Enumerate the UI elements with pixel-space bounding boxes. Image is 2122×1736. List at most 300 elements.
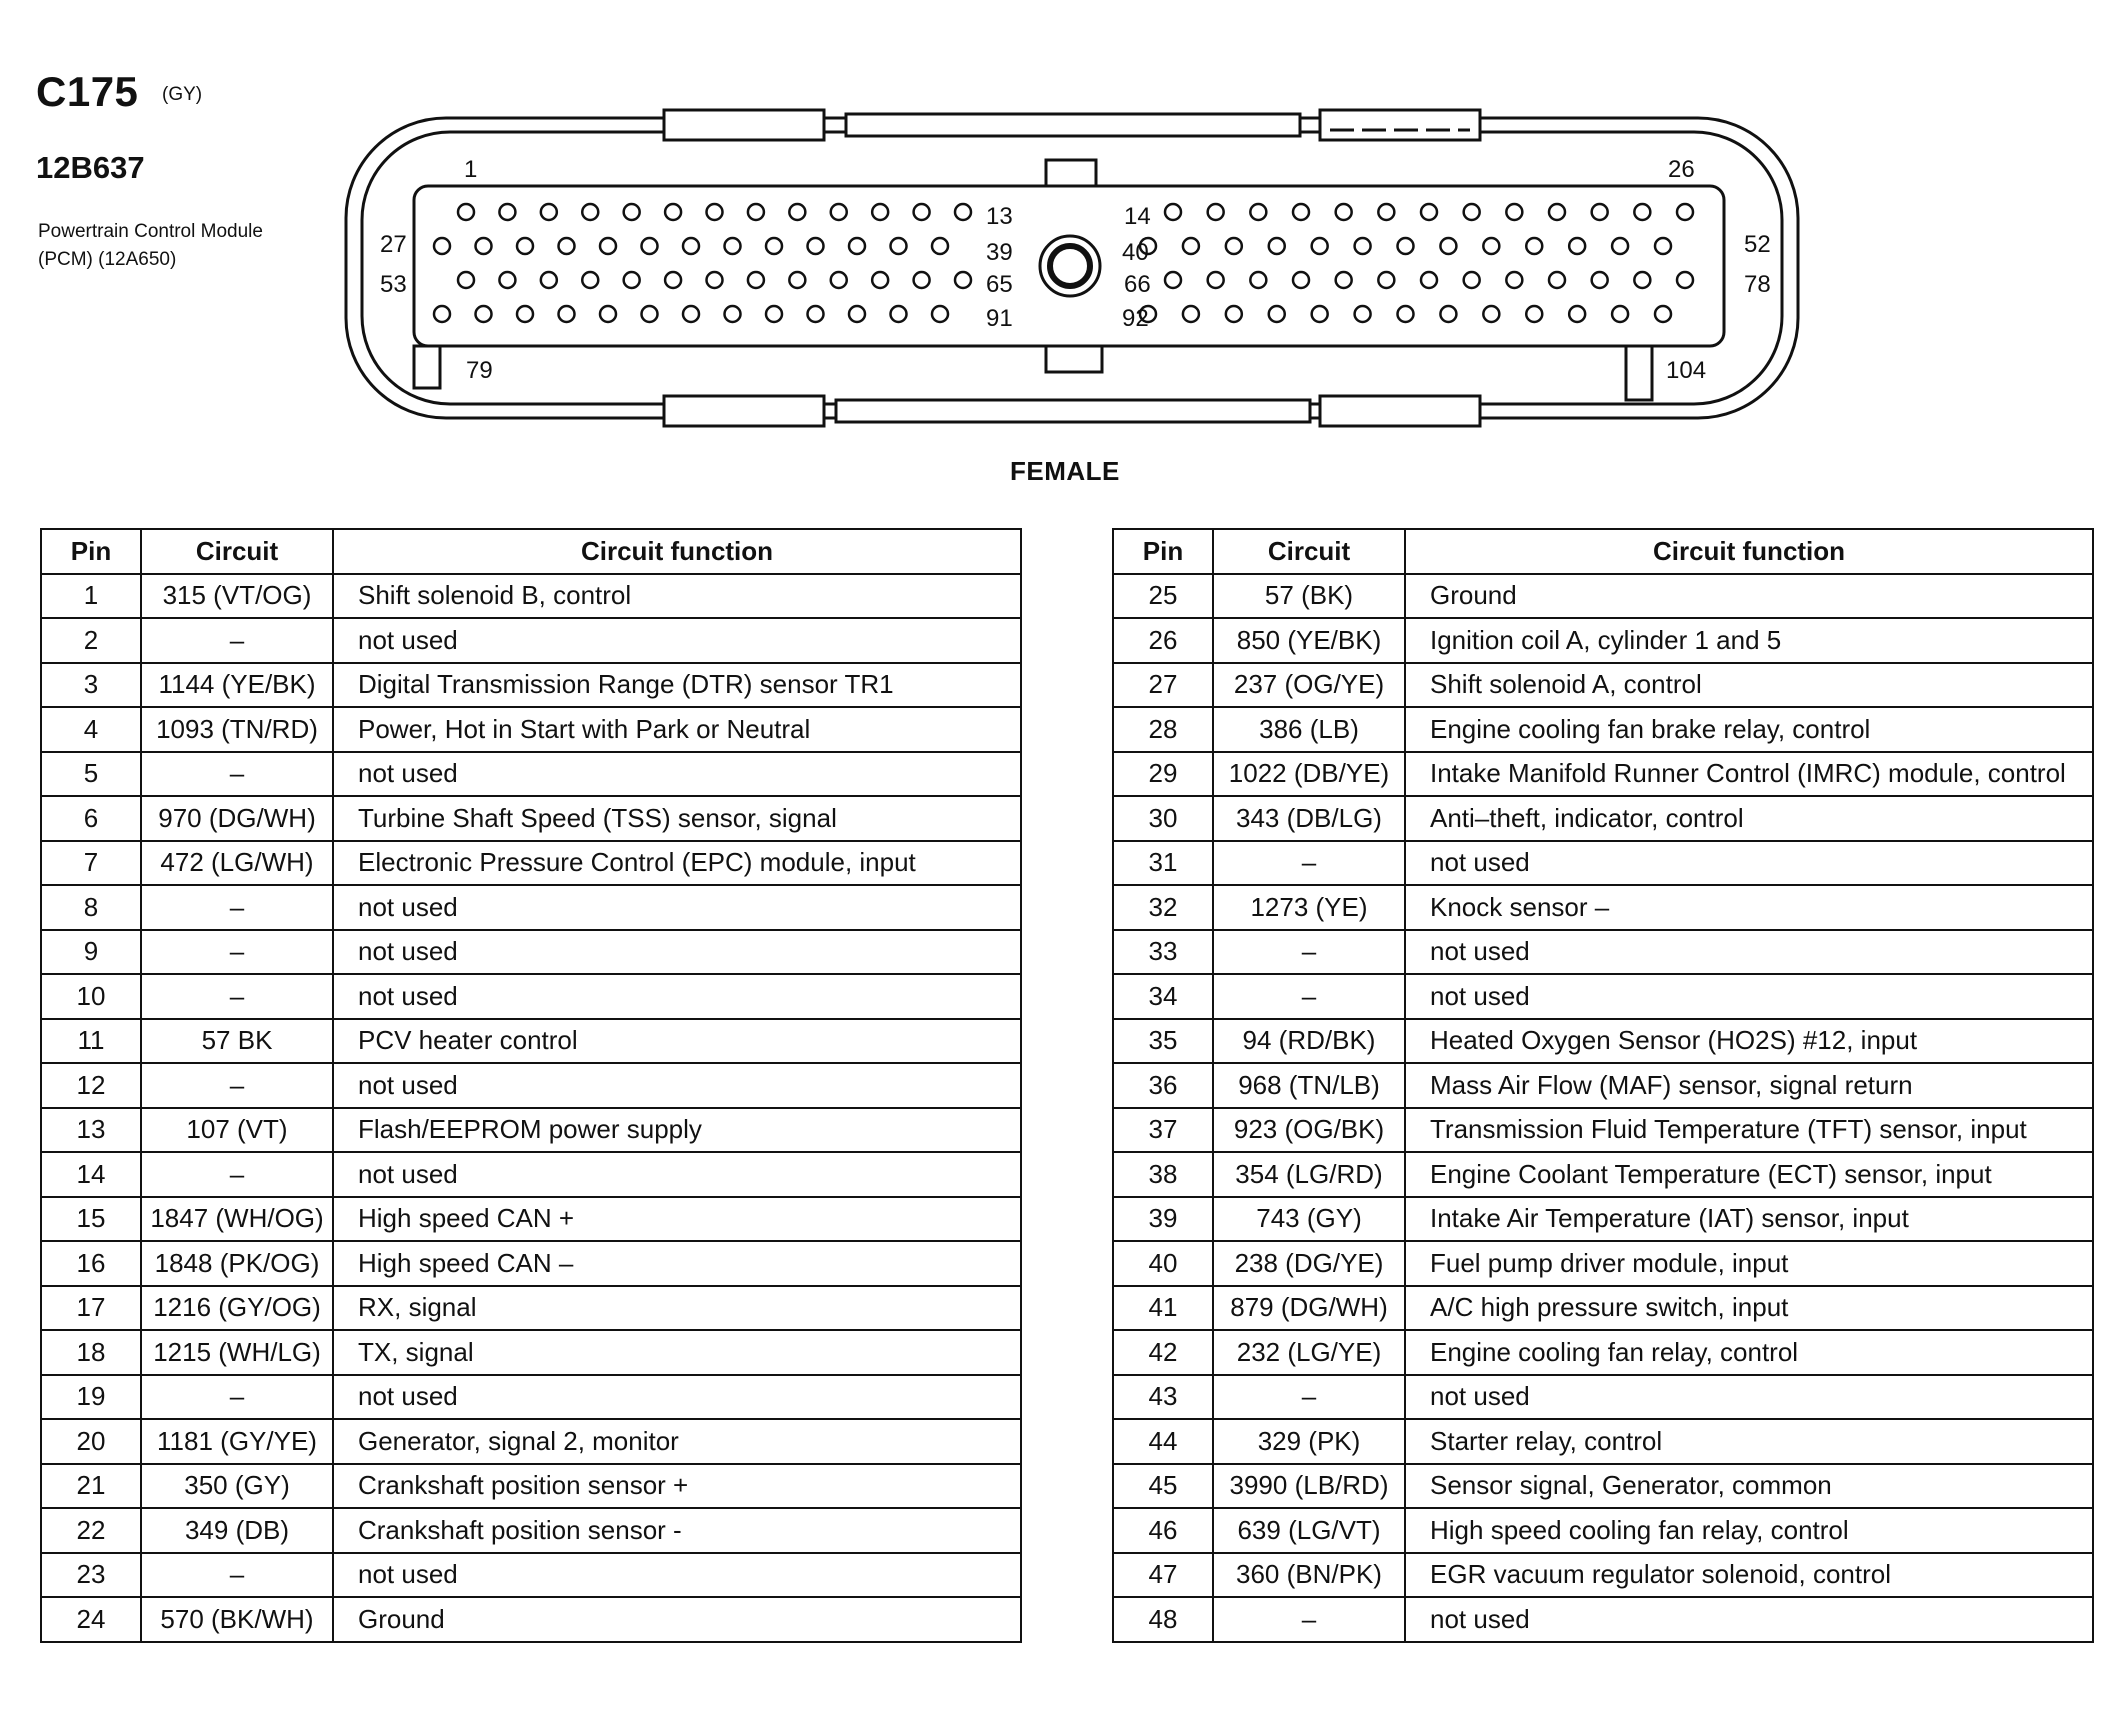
function-cell: not used [333, 885, 1021, 930]
pin-cell: 4 [41, 707, 141, 752]
pin-cavity [1378, 204, 1394, 220]
pin-cavity [1165, 204, 1181, 220]
bottom-latch-right [1320, 396, 1480, 426]
pin-cavity [1421, 204, 1437, 220]
circuit-cell: 743 (GY) [1213, 1197, 1405, 1242]
bottom-key [1046, 346, 1102, 372]
circuit-cell: 94 (RD/BK) [1213, 1019, 1405, 1064]
circuit-cell: 349 (DB) [141, 1508, 333, 1553]
function-cell: Shift solenoid A, control [1405, 663, 2093, 708]
circuit-cell: 232 (LG/YE) [1213, 1330, 1405, 1375]
table-header-row [41, 529, 1021, 574]
pin-cell: 34 [1113, 974, 1213, 1019]
pin-cavity [1269, 238, 1285, 254]
function-cell: Crankshaft position sensor - [333, 1508, 1021, 1553]
pin-cell: 37 [1113, 1108, 1213, 1153]
pin-cavity [1250, 204, 1266, 220]
pin-cavity [1634, 204, 1650, 220]
pin-cavity [725, 306, 741, 322]
pin-cavity [872, 204, 888, 220]
circuit-cell: 360 (BN/PK) [1213, 1553, 1405, 1598]
pin-cavity [665, 204, 681, 220]
pin-table-right [1112, 528, 2094, 1643]
pin-cell: 31 [1113, 841, 1213, 886]
pin-cavity [1677, 272, 1693, 288]
pin-cavity [891, 238, 907, 254]
table-row [41, 1553, 1021, 1598]
table-row [41, 1152, 1021, 1197]
pin-cell: 39 [1113, 1197, 1213, 1242]
function-cell: not used [1405, 930, 2093, 975]
table-row [41, 1241, 1021, 1286]
pin-cavity [1634, 272, 1650, 288]
pin-cavity [458, 204, 474, 220]
circuit-cell: 237 (OG/YE) [1213, 663, 1405, 708]
circuit-cell: 1181 (GY/YE) [141, 1419, 333, 1464]
table-row [1113, 1375, 2093, 1420]
pin-cavity [476, 238, 492, 254]
pin-cell: 11 [41, 1019, 141, 1064]
pin-cavity [499, 272, 515, 288]
function-cell: Shift solenoid B, control [333, 574, 1021, 619]
function-cell: not used [333, 1553, 1021, 1598]
circuit-cell: 1215 (WH/LG) [141, 1330, 333, 1375]
pin-cavity [683, 238, 699, 254]
table-row [1113, 885, 2093, 930]
pin-cell: 12 [41, 1063, 141, 1108]
circuit-cell: 1216 (GY/OG) [141, 1286, 333, 1331]
circuit-cell: 923 (OG/BK) [1213, 1108, 1405, 1153]
pin-cavity [849, 238, 865, 254]
pin-cell: 30 [1113, 796, 1213, 841]
pin-cavity [1183, 306, 1199, 322]
pin-cell: 33 [1113, 930, 1213, 975]
pin-cavity [748, 272, 764, 288]
circuit-cell: 343 (DB/LG) [1213, 796, 1405, 841]
function-cell: Engine Coolant Temperature (ECT) sensor, input [1405, 1152, 2093, 1197]
pin-cavity [517, 238, 533, 254]
table-row [1113, 618, 2093, 663]
pin-cell: 32 [1113, 885, 1213, 930]
header-function: Circuit function [333, 529, 1021, 574]
pin-cell: 40 [1113, 1241, 1213, 1286]
function-cell: Intake Manifold Runner Control (IMRC) module, control [1405, 752, 2093, 797]
pin-cell: 2 [41, 618, 141, 663]
function-cell: Engine cooling fan brake relay, control [1405, 707, 2093, 752]
function-cell: Power, Hot in Start with Park or Neutral [333, 707, 1021, 752]
pin-cavity [914, 204, 930, 220]
circuit-cell: – [141, 930, 333, 975]
circuit-cell: – [141, 1063, 333, 1108]
pin-cavity [1398, 306, 1414, 322]
pin-label-79: 79 [466, 357, 493, 384]
table-row [41, 1108, 1021, 1153]
module-description-line2: (PCM) (12A650) [38, 249, 177, 270]
table-row [41, 885, 1021, 930]
pin-cavity [955, 272, 971, 288]
pin-cavity [1355, 306, 1371, 322]
circuit-cell: 1848 (PK/OG) [141, 1241, 333, 1286]
table-row [1113, 930, 2093, 975]
circuit-cell: – [141, 1553, 333, 1598]
function-cell: not used [333, 618, 1021, 663]
pin-cavity [1378, 272, 1394, 288]
bottom-latch-center [836, 400, 1310, 422]
function-cell: Digital Transmission Range (DTR) sensor TR1 [333, 663, 1021, 708]
function-cell: not used [1405, 841, 2093, 886]
circuit-cell: 57 (BK) [1213, 574, 1405, 619]
pin-cell: 48 [1113, 1597, 1213, 1642]
pin-cavity [1208, 204, 1224, 220]
pin-cell: 5 [41, 752, 141, 797]
circuit-cell: – [1213, 930, 1405, 975]
function-cell: not used [333, 1375, 1021, 1420]
table-row [1113, 841, 2093, 886]
pin-cavity [1592, 272, 1608, 288]
pin-cell: 41 [1113, 1286, 1213, 1331]
pin-cavity [1355, 238, 1371, 254]
function-cell: High speed CAN – [333, 1241, 1021, 1286]
pin-cavity [707, 204, 723, 220]
pin-cavity [1336, 272, 1352, 288]
pin-cavity [1421, 272, 1437, 288]
pin-cavity [932, 306, 948, 322]
function-cell: Mass Air Flow (MAF) sensor, signal return [1405, 1063, 2093, 1108]
pin-cell: 24 [41, 1597, 141, 1642]
table-row [41, 1464, 1021, 1509]
pin-cell: 15 [41, 1197, 141, 1242]
function-cell: Heated Oxygen Sensor (HO2S) #12, input [1405, 1019, 2093, 1064]
pin-cavity [789, 272, 805, 288]
function-cell: Transmission Fluid Temperature (TFT) sensor, input [1405, 1108, 2093, 1153]
circuit-cell: 1273 (YE) [1213, 885, 1405, 930]
pin-cavity [955, 204, 971, 220]
pin-cell: 6 [41, 796, 141, 841]
pin-cavity [1226, 306, 1242, 322]
function-cell: Ground [333, 1597, 1021, 1642]
pin-cell: 45 [1113, 1464, 1213, 1509]
pin-cell: 28 [1113, 707, 1213, 752]
pin-cavity [1677, 204, 1693, 220]
pin-cavity [600, 238, 616, 254]
pin-label-13: 13 [986, 203, 1013, 230]
pin-cavity [1526, 238, 1542, 254]
top-key [1046, 160, 1096, 186]
pin-cavity [1398, 238, 1414, 254]
function-cell: Turbine Shaft Speed (TSS) sensor, signal [333, 796, 1021, 841]
table-row [41, 1197, 1021, 1242]
top-latch-left [664, 110, 824, 140]
circuit-cell: 968 (TN/LB) [1213, 1063, 1405, 1108]
pin-cell: 17 [41, 1286, 141, 1331]
pin-cavity [582, 204, 598, 220]
pin-cell: 16 [41, 1241, 141, 1286]
circuit-cell: – [141, 1152, 333, 1197]
pin-cavity [642, 238, 658, 254]
circuit-cell: – [1213, 1597, 1405, 1642]
function-cell: Engine cooling fan relay, control [1405, 1330, 2093, 1375]
bottom-latch-left [664, 396, 824, 426]
pin-cavity [914, 272, 930, 288]
pin-cavity [872, 272, 888, 288]
pin-cavity [831, 204, 847, 220]
table-row [1113, 1152, 2093, 1197]
circuit-cell: 570 (BK/WH) [141, 1597, 333, 1642]
table-row [1113, 752, 2093, 797]
table-row [1113, 663, 2093, 708]
circuit-cell: – [141, 1375, 333, 1420]
pin-cell: 3 [41, 663, 141, 708]
pin-cavity [766, 238, 782, 254]
pin-cavity [1183, 238, 1199, 254]
pin-cavity [624, 204, 640, 220]
function-cell: TX, signal [333, 1330, 1021, 1375]
function-cell: Starter relay, control [1405, 1419, 2093, 1464]
circuit-cell: 354 (LG/RD) [1213, 1152, 1405, 1197]
table-row [41, 752, 1021, 797]
table-row [1113, 1197, 2093, 1242]
pin-cavity [1208, 272, 1224, 288]
table-row [41, 707, 1021, 752]
table-row [41, 574, 1021, 619]
pin-label-26: 26 [1668, 156, 1695, 183]
function-cell: A/C high pressure switch, input [1405, 1286, 2093, 1331]
pin-cavity [434, 306, 450, 322]
pin-cavity [1655, 238, 1671, 254]
circuit-cell: 970 (DG/WH) [141, 796, 333, 841]
pin-cavity [1165, 272, 1181, 288]
header-circuit: Circuit [1213, 529, 1405, 574]
pin-cavity [1569, 238, 1585, 254]
pin-cavity [1440, 238, 1456, 254]
pin-label-40: 40 [1122, 239, 1149, 266]
circuit-cell: 850 (YE/BK) [1213, 618, 1405, 663]
table-header-row [1113, 529, 2093, 574]
pin-cavity [1655, 306, 1671, 322]
pin-label-92: 92 [1122, 305, 1149, 332]
pin-cavity [476, 306, 492, 322]
function-cell: Fuel pump driver module, input [1405, 1241, 2093, 1286]
header-circuit: Circuit [141, 529, 333, 574]
pin-cell: 20 [41, 1419, 141, 1464]
function-cell: not used [333, 974, 1021, 1019]
circuit-cell: 639 (LG/VT) [1213, 1508, 1405, 1553]
module-description-line1: Powertrain Control Module [38, 221, 263, 242]
pin-label-66: 66 [1124, 271, 1151, 298]
pin-label-53: 53 [380, 271, 407, 298]
pin-cell: 1 [41, 574, 141, 619]
function-cell: not used [333, 1063, 1021, 1108]
function-cell: Intake Air Temperature (IAT) sensor, input [1405, 1197, 2093, 1242]
top-latch-center [846, 114, 1300, 136]
connector-color: (GY) [162, 84, 203, 105]
function-cell: not used [333, 1152, 1021, 1197]
header-pin: Pin [41, 529, 141, 574]
center-bolt-inner [1050, 246, 1090, 286]
table-row [1113, 1330, 2093, 1375]
pin-cavity [1592, 204, 1608, 220]
pin-cell: 19 [41, 1375, 141, 1420]
pin-cavity [1293, 204, 1309, 220]
function-cell: Crankshaft position sensor + [333, 1464, 1021, 1509]
function-cell: not used [333, 752, 1021, 797]
part-number: 12B637 [36, 150, 145, 185]
circuit-cell: 107 (VT) [141, 1108, 333, 1153]
pin-cavity [1250, 272, 1266, 288]
pin-cell: 13 [41, 1108, 141, 1153]
function-cell: not used [1405, 974, 2093, 1019]
pin-cell: 43 [1113, 1375, 1213, 1420]
pin-cavity [1612, 238, 1628, 254]
top-latch-right [1320, 110, 1480, 140]
pin-cell: 35 [1113, 1019, 1213, 1064]
table-row [41, 841, 1021, 886]
pin-label-78: 78 [1744, 271, 1771, 298]
table-row [1113, 574, 2093, 619]
pin-cavity [624, 272, 640, 288]
pin-label-27: 27 [380, 231, 407, 258]
pin-cavity [1506, 204, 1522, 220]
function-cell: not used [1405, 1597, 2093, 1642]
table-row [1113, 1419, 2093, 1464]
function-cell: not used [333, 930, 1021, 975]
table-row [1113, 1108, 2093, 1153]
pin-cavity [707, 272, 723, 288]
table-row [41, 1019, 1021, 1064]
pin-cavity [541, 272, 557, 288]
function-cell: High speed CAN + [333, 1197, 1021, 1242]
pin-cavity [1226, 238, 1242, 254]
function-cell: Ground [1405, 574, 2093, 619]
circuit-cell: – [141, 618, 333, 663]
circuit-cell: – [1213, 1375, 1405, 1420]
pin-cavity [600, 306, 616, 322]
circuit-cell: – [1213, 841, 1405, 886]
pin-cell: 27 [1113, 663, 1213, 708]
table-row [1113, 1508, 2093, 1553]
circuit-cell: – [1213, 974, 1405, 1019]
circuit-cell: 350 (GY) [141, 1464, 333, 1509]
pin-cavity [1293, 272, 1309, 288]
table-row [41, 1330, 1021, 1375]
pin-cavity [849, 306, 865, 322]
right-foot [1626, 346, 1652, 400]
pin-cavity [748, 204, 764, 220]
pin-cavity [642, 306, 658, 322]
circuit-cell: 3990 (LB/RD) [1213, 1464, 1405, 1509]
pin-label-1: 1 [464, 156, 478, 183]
pin-cavity [808, 306, 824, 322]
pin-cavity [582, 272, 598, 288]
pin-cavity [1612, 306, 1628, 322]
pin-label-91: 91 [986, 305, 1013, 332]
pin-cavity [1506, 272, 1522, 288]
table-row [1113, 796, 2093, 841]
circuit-cell: 1022 (DB/YE) [1213, 752, 1405, 797]
function-cell: PCV heater control [333, 1019, 1021, 1064]
circuit-cell: 1093 (TN/RD) [141, 707, 333, 752]
table-row [41, 663, 1021, 708]
table-row [41, 1419, 1021, 1464]
table-row [41, 974, 1021, 1019]
table-row [41, 930, 1021, 975]
function-cell: High speed cooling fan relay, control [1405, 1508, 2093, 1553]
circuit-cell: 879 (DG/WH) [1213, 1286, 1405, 1331]
header-function: Circuit function [1405, 529, 2093, 574]
pin-cell: 23 [41, 1553, 141, 1598]
function-cell: Knock sensor – [1405, 885, 2093, 930]
view-label: FEMALE [1010, 456, 1120, 486]
circuit-cell: 329 (PK) [1213, 1419, 1405, 1464]
pin-cavity [1336, 204, 1352, 220]
circuit-cell: 472 (LG/WH) [141, 841, 333, 886]
pin-cavity [541, 204, 557, 220]
connector-id: C175 [36, 68, 139, 115]
pin-cell: 21 [41, 1464, 141, 1509]
function-cell: EGR vacuum regulator solenoid, control [1405, 1553, 2093, 1598]
table-row [41, 618, 1021, 663]
table-row [41, 1286, 1021, 1331]
table-row [1113, 1553, 2093, 1598]
circuit-cell: – [141, 885, 333, 930]
table-row [41, 1063, 1021, 1108]
pin-cavity [434, 238, 450, 254]
pin-cavity [891, 306, 907, 322]
function-cell: Generator, signal 2, monitor [333, 1419, 1021, 1464]
pin-label-14: 14 [1124, 203, 1151, 230]
pin-cavity [458, 272, 474, 288]
table-row [41, 1508, 1021, 1553]
pin-cavity [1312, 238, 1328, 254]
table-row [41, 1597, 1021, 1642]
pin-table-left [40, 528, 1022, 1643]
pin-cell: 46 [1113, 1508, 1213, 1553]
table-row [41, 796, 1021, 841]
table-row [1113, 1019, 2093, 1064]
pin-cavity [1483, 238, 1499, 254]
header-pin: Pin [1113, 529, 1213, 574]
circuit-cell: – [141, 974, 333, 1019]
pin-cell: 38 [1113, 1152, 1213, 1197]
table-row [1113, 707, 2093, 752]
pin-cavity [1269, 306, 1285, 322]
pin-cavity [1464, 272, 1480, 288]
circuit-cell: 1847 (WH/OG) [141, 1197, 333, 1242]
pin-cell: 36 [1113, 1063, 1213, 1108]
pin-cavity [766, 306, 782, 322]
left-foot [414, 346, 440, 388]
table-row [1113, 1597, 2093, 1642]
function-cell: Sensor signal, Generator, common [1405, 1464, 2093, 1509]
circuit-cell: 238 (DG/YE) [1213, 1241, 1405, 1286]
pin-cavity [665, 272, 681, 288]
pin-cell: 47 [1113, 1553, 1213, 1598]
table-row [1113, 1286, 2093, 1331]
circuit-cell: – [141, 752, 333, 797]
pin-cavity [1464, 204, 1480, 220]
function-cell: RX, signal [333, 1286, 1021, 1331]
pin-cell: 29 [1113, 752, 1213, 797]
pin-cavity [559, 238, 575, 254]
pin-label-52: 52 [1744, 231, 1771, 258]
pin-cell: 9 [41, 930, 141, 975]
pin-cell: 42 [1113, 1330, 1213, 1375]
pin-cell: 7 [41, 841, 141, 886]
pin-cell: 18 [41, 1330, 141, 1375]
circuit-cell: 57 BK [141, 1019, 333, 1064]
pin-cavity [559, 306, 575, 322]
pin-cell: 8 [41, 885, 141, 930]
